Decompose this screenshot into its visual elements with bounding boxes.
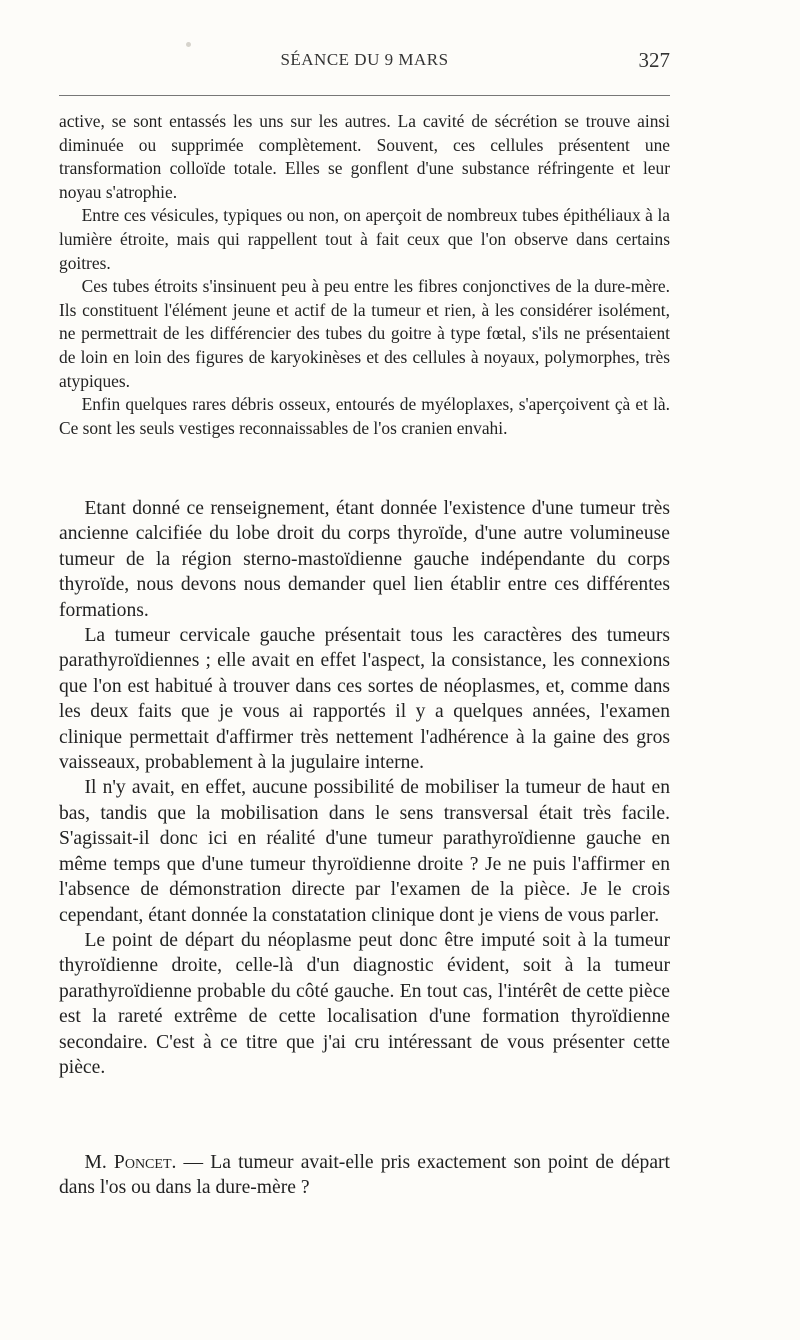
paper-speck bbox=[186, 42, 191, 47]
paragraph: Entre ces vésicules, typiques ou non, on aperçoit de nombreux tubes épithéliaux à la lumière étroite, mais qui rappellent tout à fait ceux que l'on observe dans certains goitres. bbox=[59, 205, 670, 273]
speaker-name: M. Poncet. bbox=[84, 1152, 177, 1173]
discussion-paragraph bbox=[59, 1150, 670, 1201]
paragraph: Il n'y avait, en effet, aucune possibilité de mobiliser la tumeur de haut en bas, tandis que la mobilisation dans le sens transversal était très facile. S'agissait-il donc ici en réalité d'une tumeur parathyroïdienne gauche en même temps que d'une tumeur thyroïdienne droite ? Je ne puis l'affirmer en l'absence de démonstration directe par l'examen de la pièce. Je le crois cependant, étant donnée la constatation clinique dont je viens de vous parler. bbox=[59, 777, 670, 926]
paragraph: active, se sont entassés les uns sur les autres. La cavité de sécrétion se trouve ainsi diminuée ou supprimée complètement. Souvent, ces cellules présentent une transformation colloïde totale. Elles se gonflent d'une substance réfringente et leur noyau s'atrophie. bbox=[59, 111, 670, 202]
discussion-text: — La tumeur avait-elle pris exactement son point de départ dans l'os ou dans la dure-mère ? bbox=[59, 1152, 670, 1199]
paragraph: La tumeur cervicale gauche présentait tous les caractères des tumeurs parathyroïdiennes ; elle avait en effet l'aspect, la consistance, les connexions que l'on est habitué à trouver dans ces sortes de néoplasmes, et, comme dans les deux faits que je vous ai rapportés il y a quelques années, l'examen clinique permettait d'affirmer très nettement l'adhérence à la gaine des gros vaisseaux, probablement à la jugulaire interne. bbox=[59, 625, 670, 774]
paragraph: Etant donné ce renseignement, étant donnée l'existence d'une tumeur très ancienne calcifiée du lobe droit du corps thyroïde, d'une autre volumineuse tumeur de la région sterno-mastoïdienne gauche indépendante du corps thyroïde, nous devons nous demander quel lien établir entre ces différentes formations. bbox=[59, 498, 670, 621]
small-print-section bbox=[59, 110, 670, 440]
page-header bbox=[59, 48, 670, 78]
running-title: SÉANCE DU 9 MARS bbox=[280, 50, 449, 69]
discussion-section bbox=[59, 1150, 670, 1201]
page-number: 327 bbox=[638, 48, 670, 72]
header-rule bbox=[59, 95, 670, 96]
paragraph: Enfin quelques rares débris osseux, entourés de myéloplaxes, s'aperçoivent çà et là. Ce sont les seuls vestiges reconnaissables de l'os cranien envahi. bbox=[59, 394, 670, 438]
paragraph: Le point de départ du néoplasme peut donc être imputé soit à la tumeur thyroïdienne droite, celle-là d'un diagnostic évident, soit à la tumeur parathyroïdienne probable du côté gauche. En tout cas, l'intérêt de cette pièce est la rareté extrême de cette localisation d'une formation thyroïdienne secondaire. C'est à ce titre que j'ai cru intéressant de vous présenter cette pièce. bbox=[59, 929, 670, 1078]
main-text-section bbox=[59, 496, 670, 1080]
paragraph: Ces tubes étroits s'insinuent peu à peu entre les fibres conjonctives de la dure-mère. Ils constituent l'élément jeune et actif de la tumeur et rien, à les considérer isolément, ne permettrait de les différencier des tubes du goitre à type fœtal, s'ils ne présentaient de loin en loin des figures de karyokinèses et des cellules à noyaux, polymorphes, très atypiques. bbox=[59, 276, 670, 391]
